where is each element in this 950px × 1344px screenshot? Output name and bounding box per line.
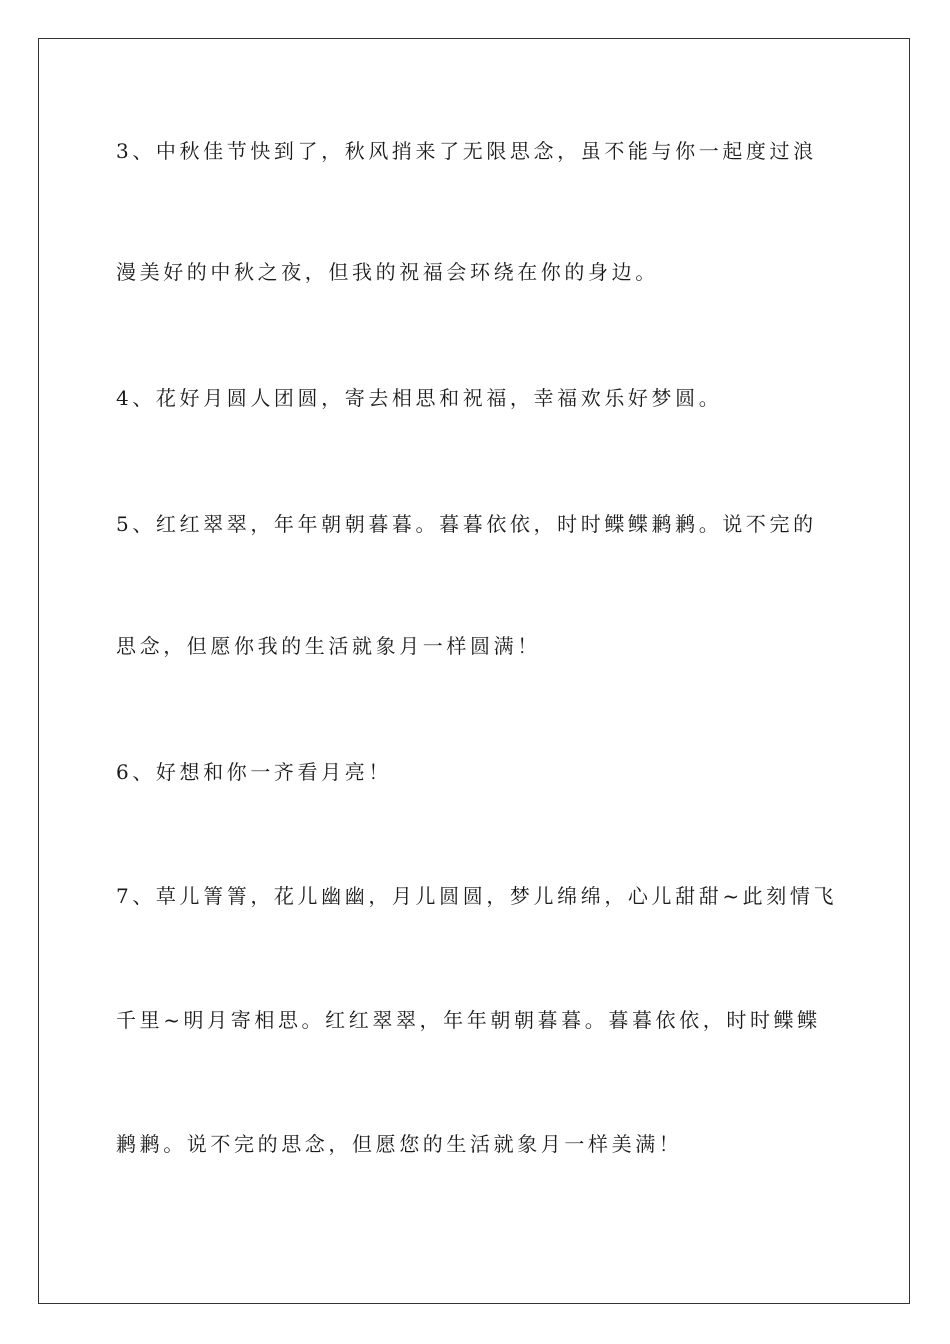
- text-line: 4、花好月圆人团圆，寄去相思和祝福，幸福欢乐好梦圆。: [116, 386, 723, 410]
- text-line: 7、草儿箐箐，花儿幽幽，月儿圆圆，梦儿绵绵，心儿甜甜~此刻情飞: [116, 884, 838, 908]
- text-line: 漫美好的中秋之夜，但我的祝福会环绕在你的身边。: [116, 260, 659, 284]
- text-line: 3、中秋佳节快到了，秋风捎来了无限思念，虽不能与你一起度过浪: [116, 139, 817, 163]
- text-line: 千里~明月寄相思。红红翠翠，年年朝朝暮暮。暮暮依依，时时鲽鲽: [116, 1008, 821, 1032]
- page-frame: [38, 38, 910, 1304]
- text-line: 6、好想和你一齐看月亮！: [116, 760, 392, 784]
- text-line: 鹣鹣。说不完的思念，但愿您的生活就象月一样美满！: [116, 1132, 683, 1156]
- text-line: 5、红红翠翠，年年朝朝暮暮。暮暮依依，时时鲽鲽鹣鹣。说不完的: [116, 512, 817, 536]
- text-line: 思念，但愿你我的生活就象月一样圆满！: [116, 634, 541, 658]
